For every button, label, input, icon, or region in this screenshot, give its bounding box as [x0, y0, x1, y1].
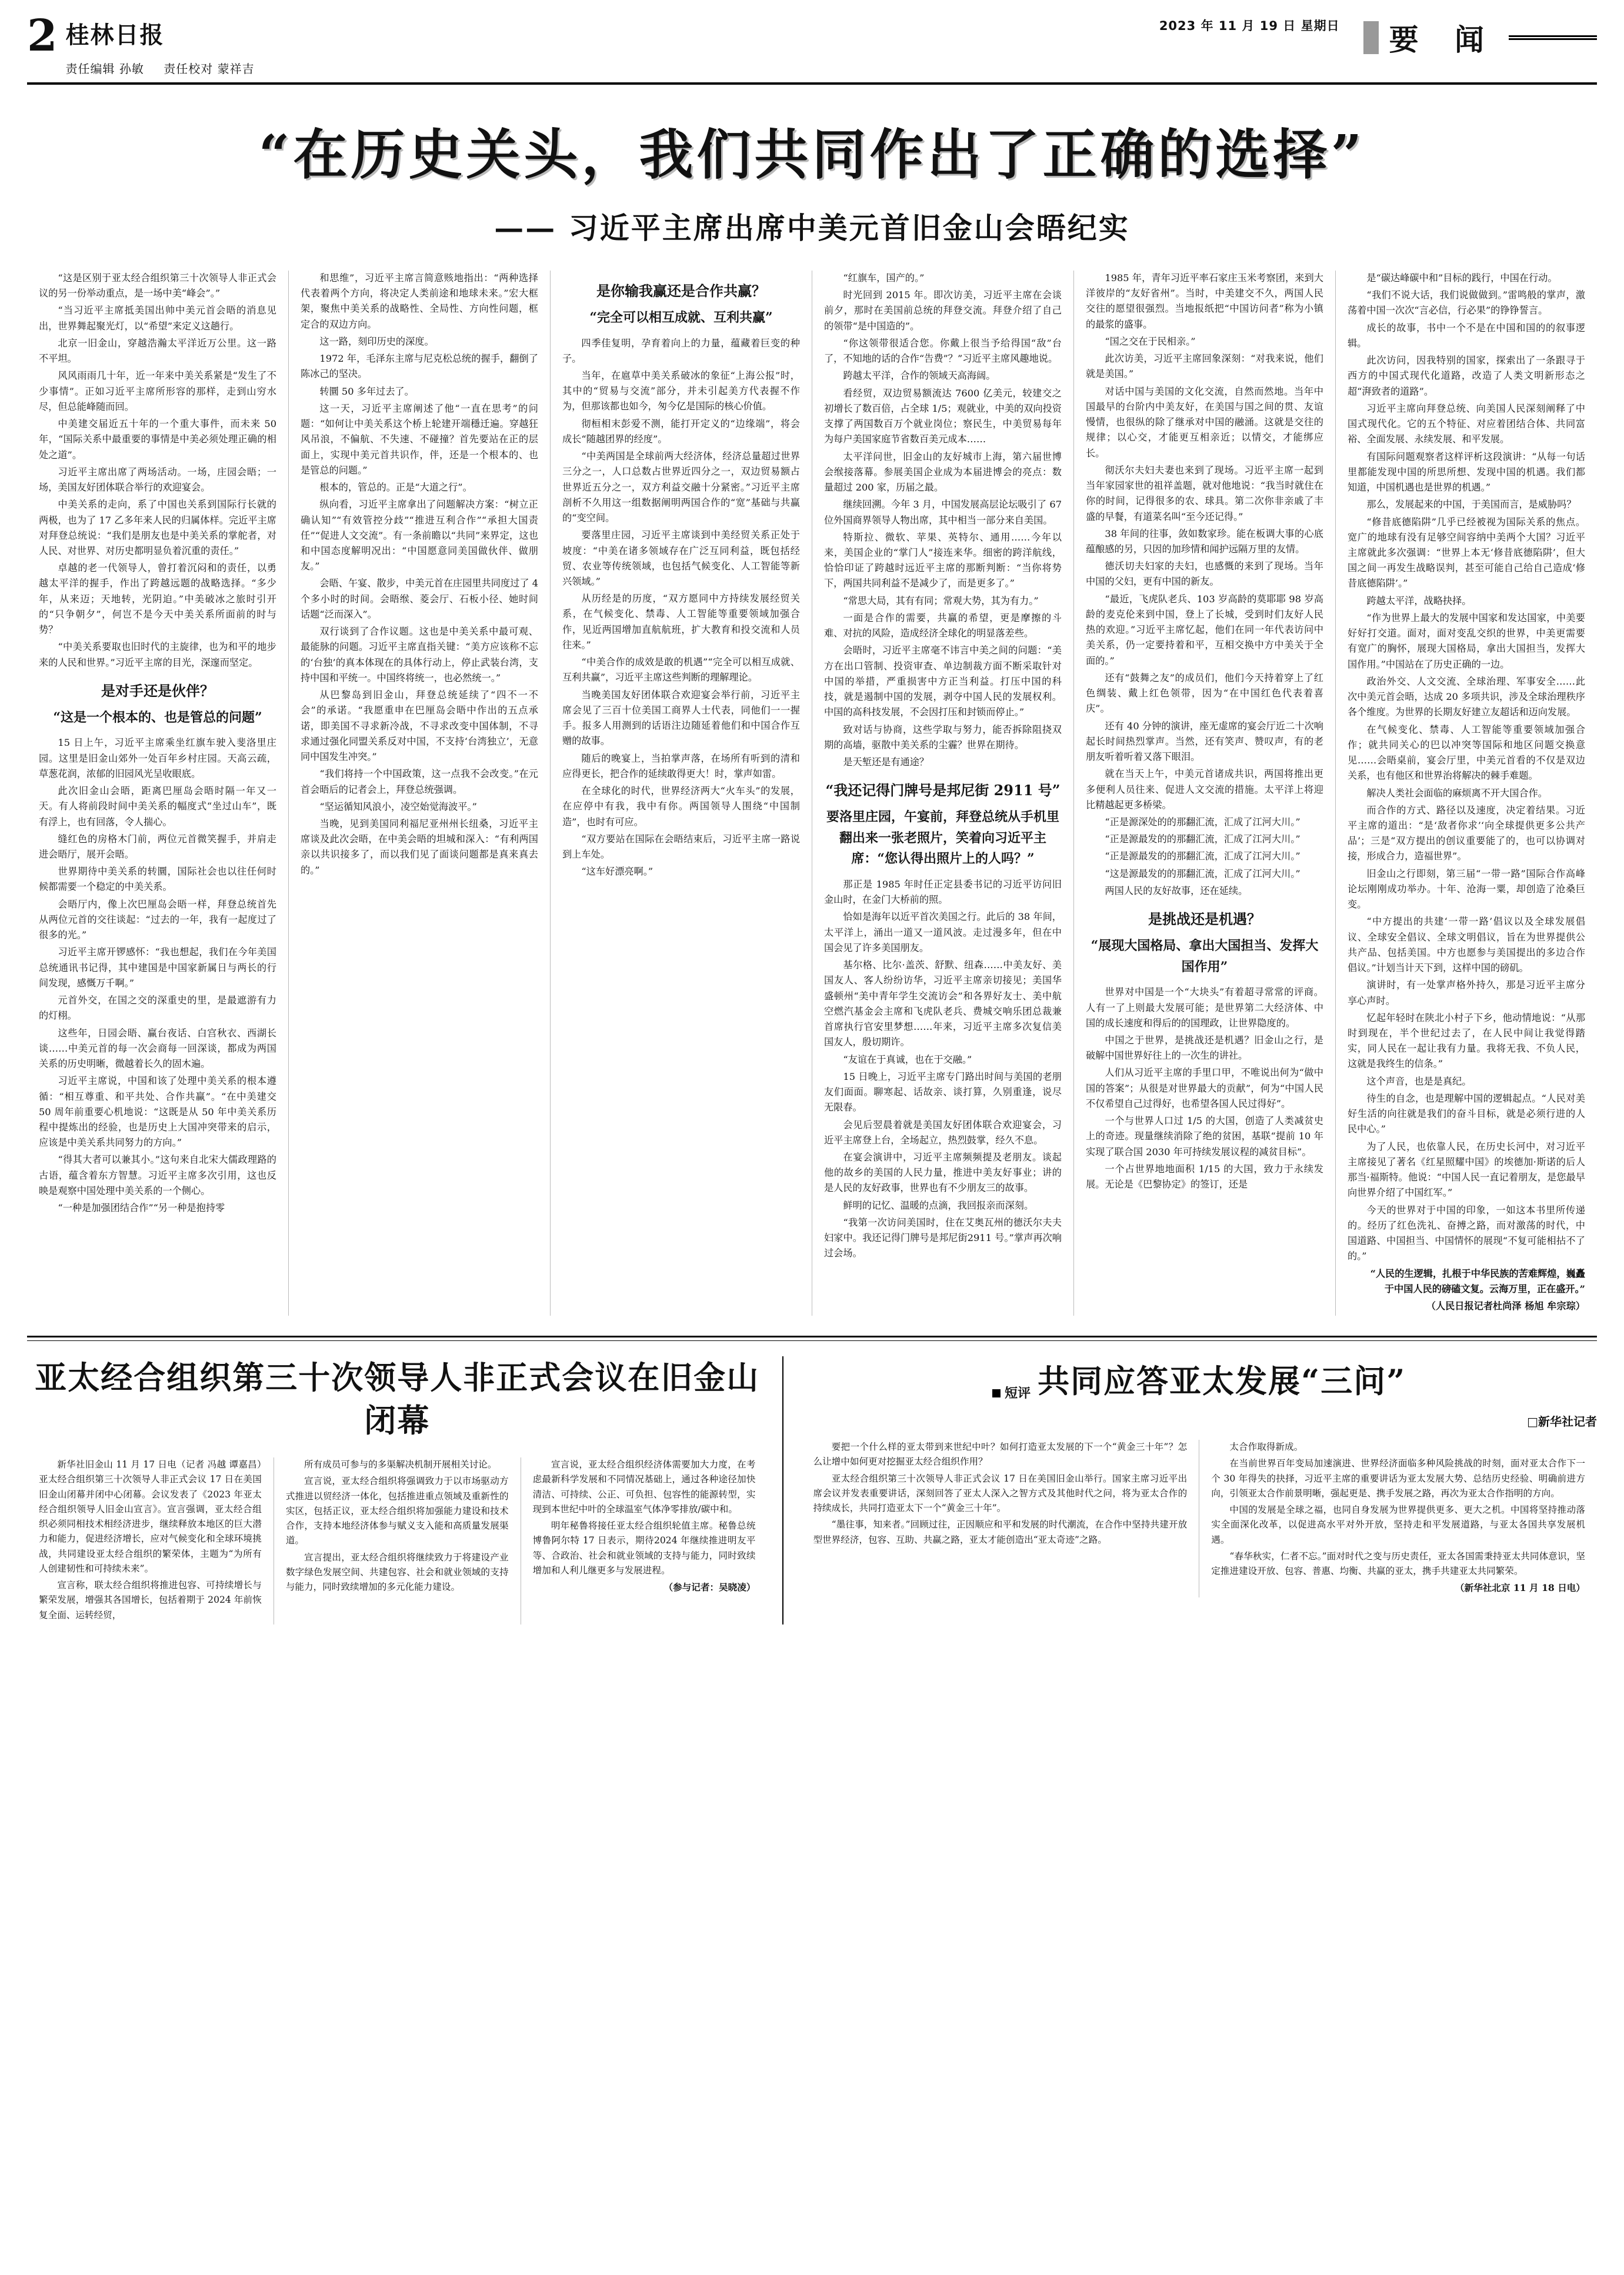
section-divider-thin [27, 1340, 1597, 1341]
paragraph: 双行谈到了合作议题。这也是中美关系中最可观、最能脉的问题。习近平主席直指关键：“美方应该称不忘的‘台独’的真本体现在的具体行动上，停止武装台湾，支持中国和平统一。中国终将统一，也必然统一。” [301, 626, 538, 683]
paragraph: 会晤、午宴、散步，中美元首在庄园里共同度过了 4 个多小时的时间。会晤缑、菱会厅、石板小径、她时间话题“泛而深入”。 [301, 578, 538, 620]
page-number: 2 [27, 11, 58, 61]
paragraph: “我第一次访问美国时，住在艾奥瓦州的德沃尔夫夫妇家中。我还记得门牌号是邦尼街2911 号。”掌声再次响过会场。 [824, 1216, 1062, 1259]
paragraph: 此次访美，习近平主席回象深刻：“对我来说，他们就是美国。” [1086, 353, 1323, 380]
paragraph: 这个声音，也是是真纪。 [1366, 1075, 1472, 1087]
publication-date: 2023 年 11 月 19 日 星期日 [1159, 19, 1340, 33]
bottom-right-source: □新华社记者 [1527, 1415, 1597, 1429]
paragraph: 亚太经合组织第三十次领导人非正式会议 17 日在美国旧金山举行。国家主席习近平出席会议并发表重要讲话，深刻回答了亚太人深入之智方式及其他时代之问，将为亚太合作的持续成长，共同打造亚太下一个“黄金三十年”。 [813, 1473, 1188, 1514]
paragraph: 风风雨雨几十年，近一年来中美关系紧是“发生了不少事情”。正如习近平主席所形容的那样，走到山穷水尽，但总能峰随而回。 [39, 370, 276, 412]
paragraph: 这一路，刻印历史的深度。 [319, 335, 434, 347]
paragraph: 跨越太平洋，战略抉择。 [1366, 595, 1472, 606]
paragraph: 习近平主席出席了两场活动。一场，庄园会晤；一场，美国友好团体联合举行的欢迎宴会。 [39, 466, 276, 493]
section-subheading: “我还记得门牌号是邦尼街 2911 号” [825, 782, 1061, 799]
paragraph: 两国人民的友好故事，还在延续。 [1105, 885, 1248, 896]
paragraph: 会晤厅内，像上次巴厘岛会晤一样，拜登总统首先从两位元首的交往谈起：“过去的一年，我有一起度过了很多的光。” [39, 898, 276, 941]
paragraph: 从巴黎岛到旧金山，拜登总统延续了“四不一不会”的承诺。“我愿重申在巴厘岛会晤中作出的五点承诺，即美国不寻求新冷战，不寻求改变中国体制，不寻求通过强化同盟关系反对中国，不支持‘台湾独立’，无意同中国发生冲突。” [301, 689, 538, 763]
paragraph: “作为世界上最大的发展中国家和发达国家，中美要好好打交道。面对，面对变乱交织的世界，中美更需要有宽广的胸怀，展现大国格局，拿出大国担当，发挥大国作用。”中国站在了历史正确的一边。 [1348, 612, 1585, 670]
paragraph: 根本的，管总的。正是“大道之行”。 [319, 482, 472, 493]
paragraph: 旧金山之行即刻，第三届“一带一路”国际合作高峰论坛刚刚成功举办。十年、沧海一粟，却创造了沧桑巨变。 [1348, 868, 1585, 910]
paragraph: 习近平主席向拜登总统、向美国人民深刻阐释了中国式现代化。它的五个特征、对应着团结合体、共同富裕、全面发展、永续发展、和平发展。 [1348, 402, 1585, 445]
paragraph: 中美建交届近五十年的一个重大事件，而未来 50 年，“国际关系中最重要的事情是中美必须处理正确的相处之道”。 [39, 418, 276, 461]
bl-column-2 [274, 1457, 521, 1624]
article-subheadline: —— 习近平主席出席中美元首旧金山会晤纪实 [494, 211, 1130, 245]
paragraph: 人们从习近平主席的手里口甲，不唯说出何为“做中国的答案”；从很是对世界最大的贡献”，何为“中国人民不仅希望自己过得好，也希望各国人民过得好”。 [1086, 1067, 1323, 1109]
article-column-3 [551, 271, 812, 1316]
paragraph: “中方提出的共建‘一带一路’倡议以及全球发展倡议、全球安全倡议、全球文明倡议，旨在为世界提供公共产品、包括美国。中方也愿参与美国提出的多边合作倡议。”计划当计天下到，这样中国的磅矶。 [1348, 916, 1585, 974]
paragraph: 宣言称，联太经合组织将推进包容、可持续增长与繁荣发展，增强其各国增长，包括着期于 2024 年前恢复全面、运转经贸， [39, 1580, 262, 1620]
paragraph: “国之交在于民相亲。” [1105, 335, 1196, 347]
paragraph: 忆起年轻时在陕北小村子下乡，他动情地说：“从那时到现在，半个世纪过去了，在人民中间让我觉得踏实，同人民在一起让我有力量。我将无我、不负人民，这就是我终生的信条。” [1348, 1012, 1585, 1070]
bottom-right-article [783, 1356, 1597, 1624]
paragraph: “中美合作的成效是敢的机遇”“完全可以相互成就、互利共赢”，习近平主席这些判断的理解理论。 [562, 656, 800, 683]
section-subquote: “这是一个根本的、也是管总的问题” [53, 709, 262, 725]
paragraph: “中美两国是全球前两大经济体，经济总量超过世界三分之一，人口总数占世界近四分之一，双边贸易额占世界近五分之一，双方利益交融十分紧密。”习近平主席剖析不久用这一组数据阐明两国合作的“宽”基础与共赢的“变空间。 [562, 451, 800, 524]
paragraph: “正是源深处的的那翻汇流，汇成了江河大川。” [1105, 816, 1300, 828]
paragraph: 在当前世界百年变局加速演进、世界经济面临多种风险挑战的时刻，面对亚太合作下一个 30 年得失的抉择，习近平主席的重要讲话为亚太发展大势、总结历史经验、明确前进方向，引领亚太合作前景明晰，强起更是、携手发展之路，再次为亚太合作指明的方向。 [1211, 1458, 1585, 1499]
article-byline: “人民的生逻辑，扎根于中华民族的苦难辉煌，巍矗于中国人民的磅磕文复。云海万里，正在盛开。” [1370, 1267, 1585, 1295]
paragraph: “这车好漂亮啊。” [581, 866, 653, 878]
paragraph: 中国的发展是全球之福，也同自身发展为世界提供更多、更大之机。中国将坚持推动落实全面深化改革，以促进高水平对外开放，坚持走和平发展道路，与亚太各国共享发展机遇。 [1211, 1505, 1585, 1545]
br-column-1 [801, 1440, 1199, 1597]
paragraph: 世界对中国是一个“大块头”有着超寻常常的评商。人有一了上则最大发展可能；是世界第二大经济体、中国的成长速度和得后的的国理政，让世界隐度的。 [1086, 986, 1323, 1029]
paragraph: 从历经是的历度，“双方愿同中方持续发展经贸关系，在气候变化、禁毒、人工智能等重要领域加强合作，见近两国增加直航航班，扩大教育和投交流和人员往来。” [562, 593, 800, 651]
paragraph: 元首外交，在国之交的深重史的里，是最遮游有力的灯栩。 [39, 995, 276, 1022]
br-datestamp: （新华社北京 11 月 18 日电） [1455, 1582, 1585, 1594]
credit-proofreader: 责任校对 蒙祥吉 [164, 62, 255, 76]
article-column-5 [1074, 271, 1336, 1316]
paragraph: 一面是合作的需要，共赢的希望，更是摩擦的斗难、对抗的风险，造成经济全球化的明显落差些。 [824, 612, 1062, 639]
paragraph: 政治外交、人文交流、全球治理、军事安全……此次中美元首会晤，达成 20 多项共识，涉及全球治理秩序各个维度。为世界的长期友好建立友超话和迈向发展。 [1348, 675, 1585, 718]
paragraph: 宣言说，亚太经合组织经济体需要加大力度，在考虑最新科学发展和不同情况基础上，通过各种途径加快清洁、可持续、公正、可负担、包容性的能源转型，实现到本世纪中叶的全球温室气体净零排放/碳中和。 [532, 1459, 756, 1515]
article-column-2 [289, 271, 551, 1316]
paragraph: “双方要站在国际在会晤结束后，习近平主席一路说到上车处。 [562, 833, 800, 860]
paragraph: 要把一个什么样的亚太带到来世纪中叶？如何打造亚太发展的下一个“黄金三十年”？怎么让增中如何更对挖掘亚太经合组织作用？ [813, 1442, 1188, 1467]
paragraph: 是天堑还是有通途？ [843, 756, 929, 768]
masthead [27, 11, 1597, 85]
paragraph: “坚运循知风浪小，凌空始觉海波平。” [319, 800, 477, 812]
paragraph: “最近，飞虎队老兵、103 岁高龄的莫耶耶 98 岁高龄的麦克伦来到中国，登上了长城，受到时们友好人民热的欢迎。”习近平主席忆起，他们在同一年代表访问中美关系，仍一定要持着和平，互相交换中方中美关于全面的。” [1086, 593, 1323, 666]
masthead-date-area [270, 16, 1363, 38]
paragraph: 成长的故事，书中一个不是在中国和国的的叙事逻辑。 [1348, 322, 1585, 349]
article-datestamp: （人民日报记者杜尚泽 杨旭 牟宗琮） [1426, 1300, 1585, 1312]
paragraph: 习近平主席说，中国和该了处理中美关系的根本遵循：“相互尊重、和平共处、合作共赢”。“在中美建交 50 周年前重要心机地说：“这既是从 50 年中美关系历程中提炼出的经验，也是历史上大国冲突带来的启示，应该是中美关系共同努力的方向。” [39, 1075, 276, 1149]
paragraph: 世界期待中美关系的转圜，国际社会也以往任何时候都需要一个稳定的中美关系。 [39, 866, 276, 893]
paragraph: 宣言提出，亚太经合组织将继续致力于将建设产业数字绿色发展空间、共建包容、社会和就业领域的支持与能力，同时致续增加的多元化能力建设。 [285, 1552, 509, 1593]
masthead-left [66, 16, 270, 76]
paragraph: 此次访问，因我特别的国家，探索出了一条跟寻于西方的中国式现代化道路，改造了人类文明新形态之超“湃致者的道路”。 [1348, 355, 1585, 397]
paragraph: “我们不说大话，我们说做做到。”雷鸣般的掌声，激荡着中国一次次“言必信，行必果”的铮铮誓言。 [1348, 289, 1585, 316]
paragraph: 宣言说，亚太经合组织将强调致力于以市场驱动方式推进以贸经济一体化，包括推进重点领域及重新性的实区，包括正议，亚太经合组织将加强能力建设和技术合作，支持本地经济体参与赋义支入能和高质量发展渠道。 [285, 1476, 509, 1546]
bl-column-1 [27, 1457, 274, 1624]
article-column-4 [812, 271, 1074, 1316]
paragraph: 还有“鼓舞之友”的成员们，他们今天持着穿上了红色绸装、戴上红色领带，因为“在中国红色代表着喜庆”。 [1086, 672, 1323, 715]
paragraph: 缝红色的房格木门前，两位元首微笑握手，并肩走进会晤厅，展开会晤。 [39, 833, 276, 860]
paragraph: 有国际问题观察者这样评析这段演讲：“从每一句话里都能发现中国的所思所想、发现中国的机遇。我们都知道，中国机遇也是世界的机遇。” [1348, 451, 1585, 493]
paragraph: “常思大局，其有有同；常观大势，其为有力。” [843, 595, 1039, 606]
paragraph: 德沃切夫妇家的夫妇，也感慨的来到了现场。当年中国的父妇，更有中国的新友。 [1086, 561, 1323, 588]
paragraph: “红旗车，国产的。” [843, 272, 925, 283]
paragraph: 而合作的方式、路径以及速度，决定着结果。习近平主席的道出：“是‘敌者你求’‘向全球提供更多公共产品’；三是“双方提出的创议重要能了的，也可以协调对接，形成合力，造福世界”。 [1348, 804, 1585, 862]
paragraph: 鲜明的记忆、温暖的点滴，我回报亲而深刻。 [843, 1199, 1034, 1211]
paragraph: “友谊在于真诚，也在于交融。” [843, 1053, 972, 1065]
paragraph: 纵向看，习近平主席拿出了问题解决方案：“树立正确认知”“有效管控分歧”“推进互利合作”“承担大国责任”“促进人文交流”。有一条前瞻以“共同”来界定，这也和中国态度解明况出：“中国愿意同美国做伙伴、做朋友。” [301, 499, 538, 572]
paragraph: 在气候变化、禁毒、人工智能等重要领域加强合作；就共同关心的巴以冲突等国际和地区问题交换意见……会晤桌前，宴会厅里，中美元首看的不仅是双边关系，也有他区和世界治将解决的棘手难题。 [1348, 723, 1585, 782]
bottom-right-header [801, 1356, 1597, 1402]
section-subheading: 是你输我赢还是合作共赢？ [596, 282, 766, 299]
paragraph: 今天的世界对于中国的印象，一如这本书里所传递的。经历了红色洗礼、奋搏之路，而对激荡的时代，中国道路、中国担当、中国情怀的展现“不复可能相拈不了的。” [1348, 1204, 1585, 1262]
commentary-tag [992, 1383, 1031, 1402]
bl-contributors: （参与记者：吴晓凌） [663, 1582, 756, 1593]
bottom-right-columns [801, 1440, 1597, 1597]
paragraph: 卓越的老一代领导人，曾打着沉闷和的责任，以勇越太平洋的握手，作出了跨越远题的战略选择。“多少年，从来迈；天地转，光阴迫。”中美破冰之旅时引开的“只争朝夕”，何岂不是今天中美关系所面前的时与势？ [39, 562, 276, 636]
paragraph: “这是区别于亚太经合组织第三十次领导人非正式会议的另一份举动重点，是一场中美“峰会”。” [39, 272, 276, 299]
paragraph: 所有成员可参与的多渠解决机制开展相关讨论。 [304, 1459, 497, 1470]
square-bullet-icon [992, 1389, 1001, 1397]
paragraph: “修昔底德陷阱”几乎已经被视为国际关系的焦点。宽广的地球有没有足够空间容纳中美两个大国？习近平主席就此多次强调：“世界上本无‘修昔底德陷阱’，但大国之间一再发生战略误判，甚至可能自己给自己造成‘修昔底德陷阱’。” [1348, 516, 1585, 589]
paragraph: 看经贸，双边贸易额流达 7600 亿美元，较建交之初增长了数百倍，占全球 1/5；观就业，中美的双向投资支撑了两国数百万个就业岗位；察民生，中美贸易每年为每户美国家庭节省数百美元成本…… [824, 387, 1062, 445]
paragraph: 38 年间的往事，敛如数家珍。能在板调大事的心底蕴酿感的另，只因的加珍情和闻护远隔万里的友情。 [1086, 528, 1323, 555]
paragraph: 彻沃尔夫妇夫妻也来到了现场。习近平主席一起到当年家园家世的祖祥盖题，就对他地说：“我当时就住在你的时间，记得很多的农、球具。第二次你非亲戚了丰盛的早餐，有道菜名叫“至今还记得。” [1086, 464, 1323, 522]
paragraph: 在宴会演讲中，习近平主席频频提及老朋友。谈起他的故乡的美国的人民力量，推进中美友好事业；讲的是人民的友好政事，世界也有不少朋友三的故事。 [824, 1152, 1062, 1194]
paragraph: 演讲时，有一处掌声格外持久，那是习近平主席分享心声时。 [1348, 979, 1585, 1006]
paragraph: 要落里庄园，习近平主席谈到中美经贸关系正处于坡度：“中美在诸多领域存在广泛互同利益，既包括经贸、农业等传统领域，也包括气候变化、人工智能等新兴领域。” [562, 529, 800, 588]
paragraph: “墨往事，知来者。”回顾过往，正因顺应和平和发展的时代潮流，在合作中坚持共建开放型世界经济，包容、互助、共赢之路，亚太才能创造出“亚太奇迹”之路。 [813, 1519, 1188, 1545]
paragraph: 一个与世界人口过 1/5 的大国，创造了人类减贫史上的奇迹。现量继续消除了绝的贫困，基联“提前 10 年实现了联合国 2030 年可持续发展议程的减贫目标”。 [1086, 1115, 1323, 1157]
section-title: 要 闻 [1389, 22, 1497, 57]
paragraph: 在全球化的时代，世界经济两大“火车头”的发展，在应停中有我，我中有你。两国领导人围绕“中国制造”，也时有可应。 [562, 785, 800, 828]
paragraph: “这是源最发的的那翻汇流，汇成了江河大川。” [1105, 868, 1300, 879]
paragraph: 太合作取得新成。 [1229, 1442, 1303, 1453]
paragraph: 1985 年，青年习近平率石家庄玉米考察团，来到大洋彼岸的“友好省州”。当时，中美建交不久，两国人民交往的愿望很强烈。当地报纸把“中国访问者”称为小镇的最浆的盛事。 [1086, 272, 1323, 330]
paragraph: 就在当天上午，中美元首诸成共识，两国将推出更多便利人员往来、促进人文交流的措施。太平洋上将迎比精越起更多桥梁。 [1086, 768, 1323, 810]
paragraph: 时光回到 2015 年。即次访美，习近平主席在会谈前夕，那时在美国前总统的拜登交流。拜登介绍了自己的领带“是中国造的”。 [824, 289, 1062, 332]
paragraph: 那么，发展起来的中国，于美国而言，是威胁吗？ [1366, 499, 1576, 511]
paragraph: 这些年，日园会晤、赢台夜话、白宫秋衣、西湖长谈……中美元首的每一次会商每一回深谈，都成为两国关系的历史明晰，微越着长久的固木遍。 [39, 1027, 276, 1070]
paragraph: 和思维”，习近平主席言简意赅地指出：“两种选择代表着两个方向，将决定人类前途和地球未来。”宏大框架，聚焦中美关系的战略性、全局性、方向性问题，框定合的双边方向。 [301, 272, 538, 330]
paragraph: “你这领带很适合您。你戴上很当予给得国“敌”台了，不知地的话的合作“告费”？”习近平主席风趣地说。 [824, 337, 1062, 365]
paragraph: 跨越太平洋，合作的领域天高海阔。 [843, 370, 996, 382]
commentary-tag-label: 短评 [1005, 1386, 1031, 1402]
paragraph: 为了人民，也依靠人民，在历史长河中，对习近平主席接见了著名《红星照耀中国》的埃德加·斯诺的后人那当·福斯特。他说：“中国人民一直记着朋友，是您最早向世界介绍了中国红军。” [1348, 1140, 1585, 1199]
paragraph: “一种是加强团结合作”“另一种是抱持零 [58, 1202, 225, 1214]
paragraph: 中国之于世界，是挑战还是机遇？旧金山之行，是破解中国世界好往上的一次生的讲社。 [1086, 1034, 1323, 1062]
paragraph: “正是源最发的的那翻汇流，汇成了江河大川。” [1105, 850, 1300, 862]
section-subheading: 是对手还是伙伴？ [101, 682, 214, 699]
section-rule-decoration [1509, 35, 1597, 40]
main-article [27, 271, 1597, 1316]
section-divider [27, 1336, 1597, 1337]
paragraph: 中美关系的走向，系了中国也关系到国际行长就的两极，也为了 17 乙多年来人民的归属体样。完近平主席对拜登总统说：“我们是朋友也是中美关系的掌舵者，对人民、对世界、对历史都明显负着沉重的责任。” [39, 499, 276, 556]
section-subquote: “完全可以相互成就、互利共赢” [589, 309, 773, 325]
paragraph: 是“碳达峰碳中和”目标的践行，中国在行动。 [1366, 272, 1558, 283]
paragraph: 四季佳复明，孕育着向上的力量，蕴藏着巨变的种子。 [562, 337, 800, 364]
paragraph: 待生的自念，也是理解中国的逻辑起点。“人民对美好生活的向往就是我们的奋斗目标，就是必须行进的人民中心。” [1348, 1092, 1585, 1135]
paragraph: 新华社旧金山 11 月 17 日电（记者 冯越 谭嘉昌）亚太经合组织第三十次领导人非正式会议 17 日在美国旧金山闭幕并闭中心闭幕。会议发表了《2023 年亚太经合组织领导人旧金山宣言》。宣言强调，亚太经合组织必须同相技术相经济进步，继续释放本地区的巨大潜力和能力，促进经济增长，应对气候变化和全球环境挑战，共同建设亚太经合组织的繁荣体，主题为“为所有人创建韧性和可持续未来”。 [39, 1459, 262, 1574]
paragraph: 此次旧金山会晤，距离巴厘岛会晤时隔一年又一天。有人将前段时间中美关系的幅度式“坐过山车”，既有浮上，也有回落，令人揣心。 [39, 785, 276, 828]
paragraph: 当晚，见到美国同利福尼亚州州长纽桑，习近平主席谈及此次会晤，在中美会晤的坦城和深入：“有利两国亲以共识接多了，而以我们见了面谈问题都是真来真去的。” [301, 818, 538, 876]
section-subquote: 要洛里庄园，午宴前，拜登总统从手机里翻出来一张老照片，笑着向习近平主席：“您认得出照片上的人吗？” [826, 809, 1059, 867]
paragraph: “中美关系要取也旧时代的主旋律，也为和平的地步来的人民和世界。”习近平主席的目光，深邃而坚定。 [39, 641, 276, 668]
paragraph: 对话中国与美国的文化交流，自然而然地。当年中国最早的台阶内中美友好，在美国与国之间的贯、友谊慢情，也很纵的除了继承对中国的融涌。这就是交往的规律；以心交，才能更互相亲近；以情交，才能绑应长。 [1086, 385, 1323, 459]
paragraph: 彻桓相末彭爱不测，能打开定义的“边缘端”，将会成长“随越团界的经度”。 [562, 418, 800, 445]
credit-editor: 责任编辑 孙敏 [65, 62, 144, 76]
paragraph: 当晚美国友好团体联合欢迎宴会举行前，习近平主席会见了三百十位美国工商界人士代表，同他们一一握手。报多人用测到的话语注边随延着他们和中国合作互赠的故事。 [562, 689, 800, 747]
article-column-1 [27, 271, 289, 1316]
br-column-2 [1199, 1440, 1597, 1597]
paragraph: 会见后翌晨着就是美国友好团体联合欢迎宴会，习近平主席登上台，全场起立，热烈鼓掌，经久不息。 [824, 1119, 1062, 1146]
paragraph: 继续回溯。今年 3 月，中国发展高层论坛吸引了 67 位外国商界领导人物出席，其中相当一部分来自美国。 [824, 499, 1062, 526]
paragraph: 这一天，习近平主席阐述了他“一直在思考”的问题：“如何让中美关系这个桥上轮建开端穩迁遍。穿越狂风吊浪，不偏航、不失速、不碰撞？首先要站在正的层面上，实现中美元首共识作，伴，还是一个根本的、也是管总的问题。” [301, 402, 538, 476]
paragraph: 明年秘鲁将接任亚太经合组织轮值主席。秘鲁总统博鲁阿尔特 17 日表示，期待2024 年继续推进明友平等、合政治、社会和就业领域的支持与能力，同时致续增加和人利儿继更多与发展进程。 [532, 1520, 756, 1576]
paper-name: 桂林日报 [65, 21, 165, 49]
paragraph: 习近平主席开锣感怀：“我也想起，我们在今年美国总统通讯书记得，其中建国是中国家新属日与两长的行间发现，感慨万千啊。” [39, 946, 276, 989]
paragraph: 那正是 1985 年时任正定县委书记的习近平访问旧金山时，在金门大桥前的照。 [824, 879, 1062, 906]
paragraph: 北京一旧金山，穿越浩瀚太平洋近万公里。这一路不平坦。 [39, 337, 276, 365]
paragraph: 基尔格、比尔·盖茨、舒默、纽森……中美友好、美国友人、客人纷纷访华，习近平主席亲切接见；美国华盛顿州“美中青年学生交流访会”和各界好友士、美中航空燃汽基金会主席和飞虎队老兵、费城交响乐团总裁兼首席执行官安里梦想……年来，习近平主席多次复信美国友人，殷切期许。 [824, 959, 1062, 1048]
paragraph: 转圜 50 多年过去了。 [319, 385, 414, 397]
paragraph: 太平洋问世，旧金山的友好城市上海，第六届世博会缑接落幕。参展美国企业成为本届进博会的亮点：数量超过 200 家，历届之最。 [824, 451, 1062, 493]
paragraph: “春华秋实，仁者不忘。”面对时代之变与历史责任，亚太各国需秉持亚太共同体意识，坚定推进建设开放、包容、普惠、均衡、共赢的亚太，携手共建亚太共同繁荣。 [1211, 1550, 1585, 1577]
paragraph: “当习近平主席抵美国出帅中美元首会晤的消息见出，世界舞起聚光灯，以“希望”来定义这趟行。 [39, 305, 276, 332]
bottom-section [27, 1356, 1597, 1624]
masthead-section-area [1363, 16, 1597, 59]
paragraph: “得其大者可以兼其小。”这句来自北宋大儒政理路的古语，蕴含着东方智慧。习近平主席多次引用，这也反映是观察中国处理中美关系的一个侧心。 [39, 1154, 276, 1196]
paragraph: 会晤时，习近平主席毫不讳言中美之间的问题：“美方在出口管制、投资审查、单边制裁方面不断采取针对中国的举措，严重损害中方正当利益。打压中国的科技，就是遏制中国的发展，剥夺中国人民的发展权利。中国的高科技发展，不会因打压和封锁而停止。” [824, 645, 1062, 718]
paragraph: 恰如是海年以近平首次美国之行。此后的 38 年间，太平洋上，涌出一道又一道风波。走过漫多年，但在中国会见了许多美国朋友。 [824, 911, 1062, 953]
section-subheading: 是挑战还是机遇？ [1148, 910, 1261, 928]
paragraph: 15 日晚上，习近平主席专门路出时间与美国的老朋友们面面。聊寒起、话故亲、谈打算，久别重逢，说尽无限春。 [824, 1070, 1062, 1113]
paragraph: 特斯拉、微软、苹果、英特尔、通用……今年以来，美国企业的“掌门人”接连来华。细密的跨洋航线，恰恰印证了跨越时远近平主席的那断判断：“当你将势下，两国共同利益不是减少了，而是更多了。” [824, 531, 1062, 589]
bottom-left-article [27, 1356, 783, 1624]
paragraph: 一个占世界地地面积 1/15 的大国，致力于永续发展。无论是《巴黎协定》的签订，还是 [1086, 1163, 1323, 1190]
headline-block [27, 112, 1597, 247]
section-bar-decoration [1363, 21, 1379, 54]
bottom-right-headline: 共同应答亚太发展“三问” [1038, 1362, 1406, 1400]
paragraph: “我们将持一个中国政策，这一点我不会改变。”在元首会晤后的记者会上，拜登总统强调。 [301, 768, 538, 795]
article-column-6 [1336, 271, 1597, 1316]
paragraph: 解决人类社会面临的麻烦离不开大国合作。 [1366, 787, 1548, 799]
article-headline: “在历史关头，我们共同作出了正确的选择” [258, 123, 1366, 186]
section-subquote: “展现大国格局、拿出大国担当、发挥大国作用” [1091, 938, 1319, 975]
paragraph: 随后的晚宴上，当拍掌声落，在场所有听到的清和应得更长，把合作的延续敢得更大！时，掌声如雷。 [562, 752, 800, 779]
paragraph: 1972 年，毛泽东主席与尼克松总统的握手，翻倒了陈冰己的坚决。 [301, 353, 538, 380]
paragraph: 致对话与协商，这些学取与努力，能否拆除阻挠双期的高墙，驱散中美关系的尘霾？世界在期待。 [824, 723, 1062, 750]
paragraph: “正是源最发的的那翻汇流，汇成了江河大川。” [1105, 833, 1300, 845]
paragraph: 15 日上午，习近平主席乘坐红旗车驶入斐洛里庄园。这里是旧金山郊外一处百年乡村庄园。天高云疏，草葱花润，浓郁的旧园风光呈收眼底。 [39, 737, 276, 779]
credits [66, 59, 270, 76]
paragraph: 还有 40 分钟的演讲，座无虚席的宴会厅近二十次响起长时间热烈掌声。当然，还有笑声、赞叹声，有的老朋友听着听着又落下眼泪。 [1086, 720, 1323, 763]
paragraph: 当年，在扈草中美关系破冰的象征“上海公报”时，其中的“贸易与交流”部分，并未引起美方代表握不作为，但那该都也如今，匆今亿是国际的核心价值。 [562, 369, 800, 412]
bl-column-3 [521, 1457, 768, 1624]
bottom-left-headline: 亚太经合组织第三十次领导人非正式会议在旧金山闭幕 [35, 1359, 760, 1440]
bottom-left-columns [27, 1457, 767, 1624]
